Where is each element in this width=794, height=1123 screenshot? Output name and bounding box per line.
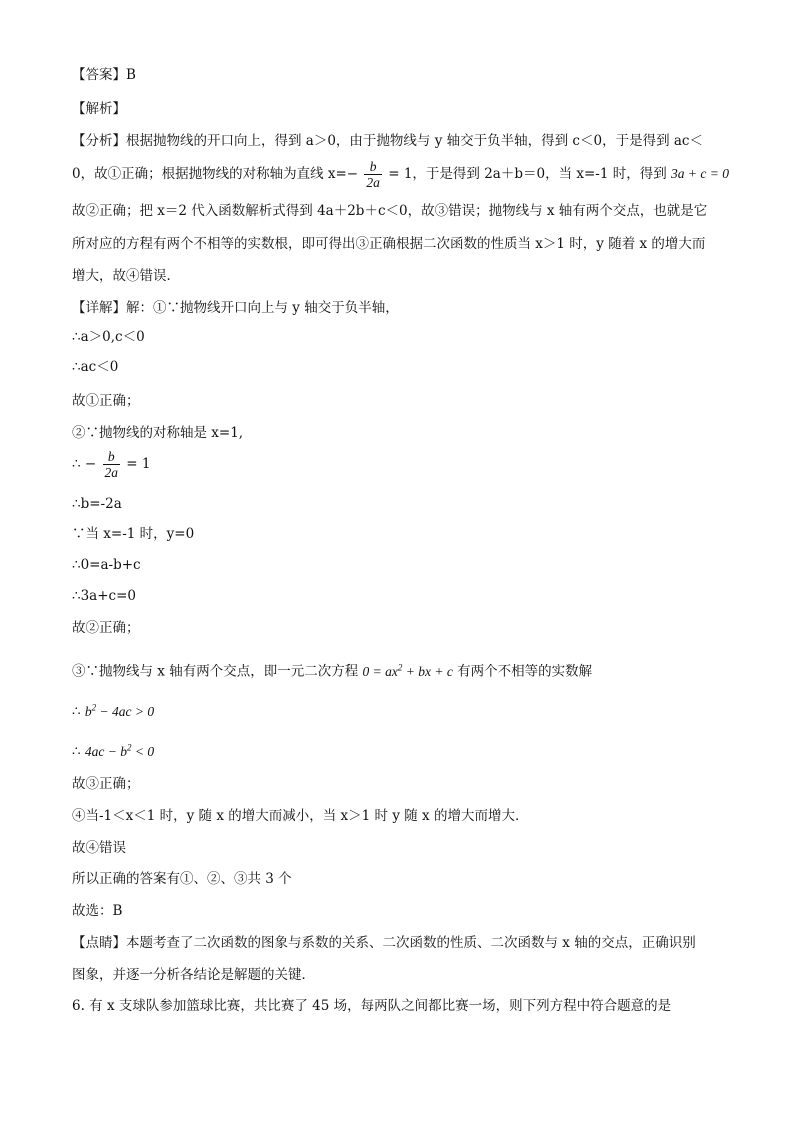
analysis-line-1: 【分析】根据抛物线的开口向上，得到 a＞0，由于抛物线与 y 轴交于负半轴，得到 c＜0，于是得到 ac＜	[72, 133, 703, 149]
detail-line-17: 故④错误	[72, 840, 126, 856]
detail-line-2: ∴a＞0,c＜0	[72, 329, 145, 345]
detail-line-6-suffix: = 1	[126, 456, 151, 472]
fraction-numerator: b	[103, 449, 121, 465]
analysis-heading: 【解析】	[72, 101, 126, 117]
detail-line-1: 【详解】解：①∵抛物线开口向上与 y 轴交于负半轴，	[72, 300, 399, 316]
detail-line-12-text-a: ③∵抛物线与 x 轴有两个交点，即一元二次方程	[72, 663, 359, 680]
detail-line-9: ∴0=a-b+c	[72, 557, 141, 573]
detail-line-16: ④当-1＜x＜1 时，y 随 x 的增大而减小，当 x＞1 时 y 随 x 的增大而增大．	[72, 808, 529, 824]
analysis-line-2	[72, 157, 729, 191]
comment-line-2: 图象，并逐一分析各结论是解题的关键．	[72, 967, 315, 983]
fraction-denominator: 2a	[366, 175, 380, 190]
detail-line-6	[72, 447, 151, 481]
detail-line-18: 所以正确的答案有①、②、③共 3 个	[72, 871, 292, 887]
detail-line-14: ∴ $4ac - b^2 < 0$	[72, 742, 155, 760]
quadratic-equation: $0 = ax^2$ + bx + c	[362, 662, 453, 679]
analysis-line-2-formula: 3a + c = 0	[671, 166, 729, 181]
detail-line-3: ∴ac＜0	[72, 359, 119, 375]
detail-line-12	[72, 657, 592, 682]
analysis-line-5: 增大，故④错误．	[72, 268, 180, 284]
comment-line-1: 【点睛】本题考查了二次函数的图象与系数的关系、二次函数的性质、二次函数与 x 轴的交点，正确识别	[72, 935, 696, 951]
detail-line-15: 故③正确；	[72, 776, 140, 792]
symmetry-fraction-1	[364, 159, 382, 190]
discriminant-inequality: $b^2 - 4ac > 0$	[84, 702, 155, 719]
detail-line-7: ∴b=-2a	[72, 496, 122, 512]
fraction-numerator: b	[364, 159, 382, 175]
answer-line: 【答案】B	[72, 67, 136, 83]
analysis-line-2-text-b: = 1，于是得到 2a＋b＝0，当 x=-1 时，得到	[388, 166, 667, 182]
detail-line-10: ∴3a+c=0	[72, 588, 136, 604]
detail-line-6-prefix: ∴ −	[72, 456, 97, 472]
detail-line-11: 故②正确；	[72, 620, 140, 636]
discriminant-inequality-2: $4ac - b^2 < 0$	[84, 742, 155, 759]
detail-line-5: ②∵抛物线的对称轴是 x=1,	[72, 425, 244, 441]
analysis-line-4: 所对应的方程有两个不相等的实数根，即可得出③正确根据二次函数的性质当 x＞1 时，y 随着 x 的增大而	[72, 236, 706, 252]
detail-line-13: ∴ $b^2 - 4ac > 0$	[72, 702, 155, 720]
detail-line-19: 故选：B	[72, 903, 123, 919]
detail-line-4: 故①正确；	[72, 393, 140, 409]
fraction-denominator: 2a	[104, 465, 118, 480]
symmetry-fraction-2	[103, 449, 121, 480]
question-6: 6. 有 x 支球队参加篮球比赛，共比赛了 45 场，每两队之间都比赛一场，则下列方程中符合题意的是	[72, 998, 672, 1014]
analysis-line-2-text-a: 0，故①正确；根据抛物线的对称轴为直线 x=−	[72, 166, 359, 182]
detail-line-8: ∵当 x=-1 时，y=0	[72, 526, 195, 542]
analysis-line-3: 故②正确；把 x＝2 代入函数解析式得到 4a＋2b＋c＜0，故③错误；抛物线与 x 轴有两个交点，也就是它	[72, 203, 708, 219]
detail-line-12-text-b: 有两个不相等的实数解	[457, 663, 593, 680]
